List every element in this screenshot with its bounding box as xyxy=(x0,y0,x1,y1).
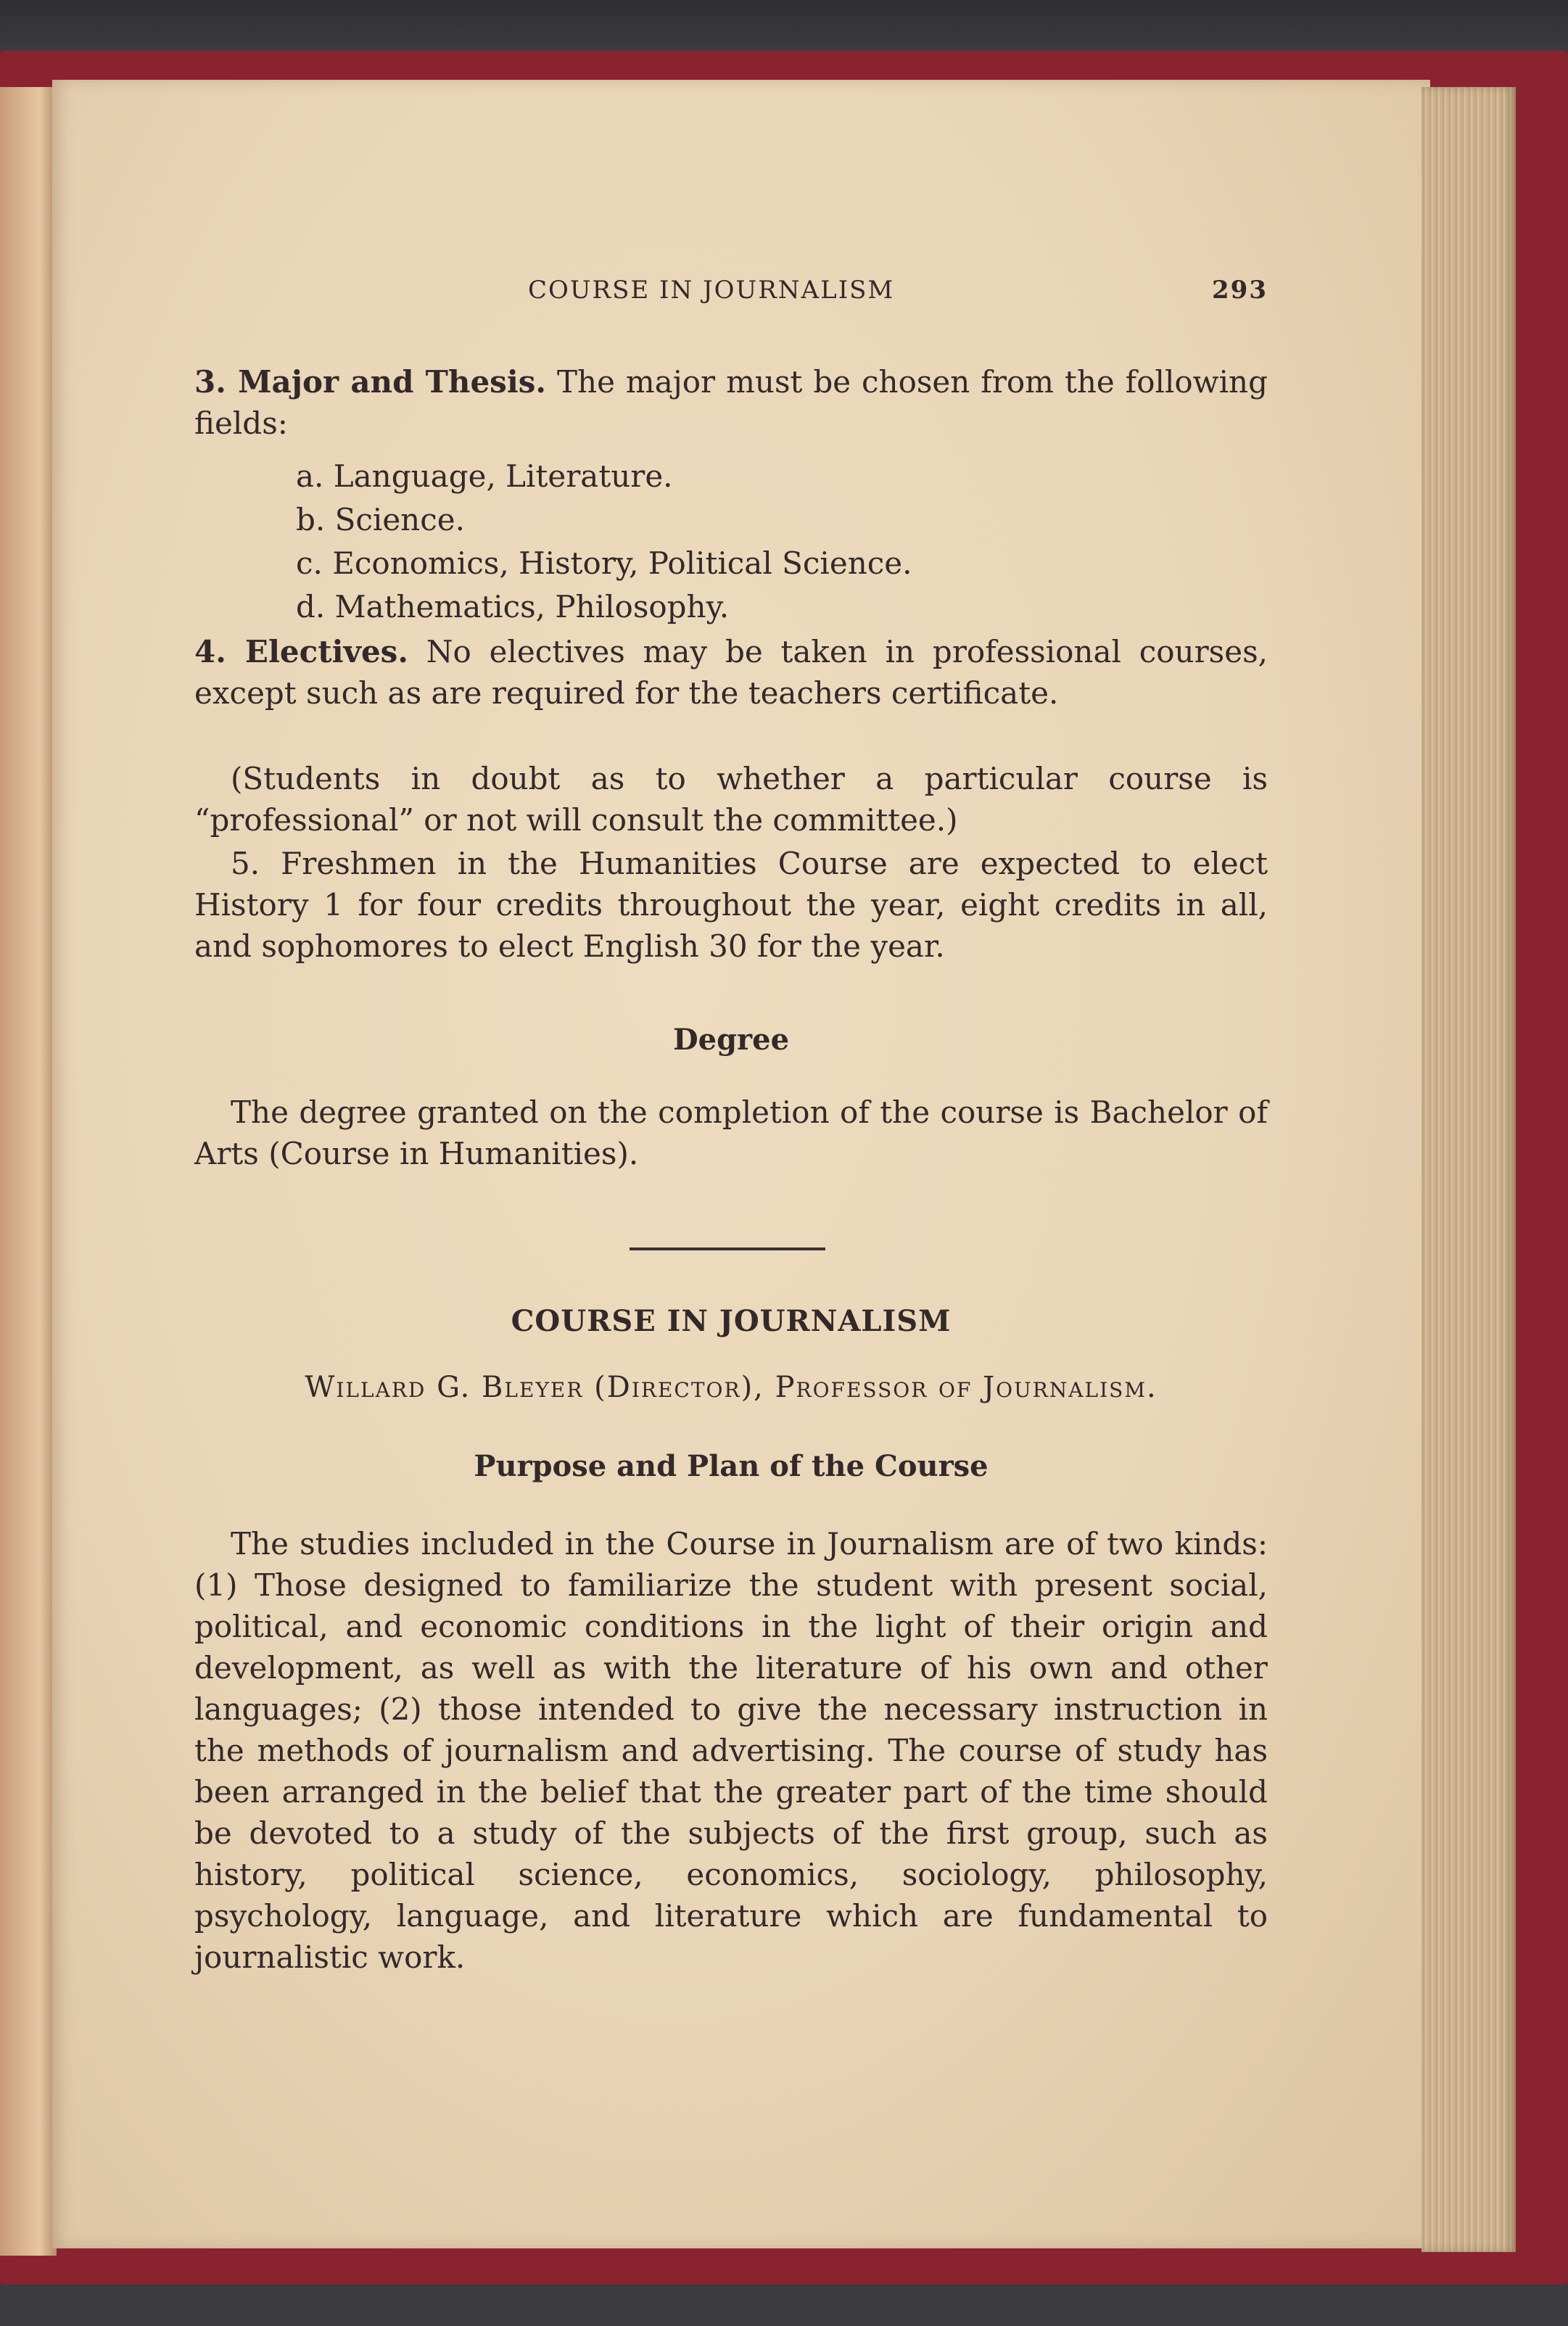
journalism-byline: Willard G. Bleyer (Director), Professor of Journalism. xyxy=(305,1371,1158,1404)
item-electives xyxy=(194,631,1268,714)
field-item: c. Economics, History, Political Science. xyxy=(296,545,912,581)
running-title: COURSE IN JOURNALISM xyxy=(528,276,895,305)
purpose-heading: Purpose and Plan of the Course xyxy=(474,1449,989,1483)
page-edges xyxy=(1421,87,1516,2252)
item-label: 4. Electives. xyxy=(194,634,408,669)
degree-paragraph: The degree granted on the completion of the course is Bachelor of Arts (Course in Humanities). xyxy=(194,1094,1268,1171)
journalism-heading: COURSE IN JOURNALISM xyxy=(511,1304,952,1338)
field-item: b. Science. xyxy=(296,502,465,537)
running-header xyxy=(194,276,1268,312)
item-freshmen: 5. Freshmen in the Humanities Course are expected to elect History 1 for four credits throughout the year, eight credits in all, and sophomores to elect English 30 for the year. xyxy=(194,846,1268,964)
field-item: d. Mathematics, Philosophy. xyxy=(296,589,730,624)
section-divider xyxy=(630,1247,825,1250)
item-text: No electives may be taken in professional courses, except such as are required for the teachers certificate. xyxy=(194,634,1268,711)
left-page-edge xyxy=(0,87,57,2256)
degree-heading: Degree xyxy=(672,1023,790,1057)
page-number: 293 xyxy=(1212,276,1268,305)
journalism-paragraph: The studies included in the Course in Journalism are of two kinds: (1) Those designed to familiarize the student with present social, political, and economic conditions in the light of their origin and development, as well as with the literature of his own and other languages; (2) those intended to give the necessary instruction in the methods of journalism and advertising. The course of study has been arranged in the belief that the greater part of the time should be devoted to a study of the subjects of the first group, such as history, political science, economics, sociology, philosophy, psychology, language, and literature which are fundamental to journalistic work. xyxy=(194,1526,1268,1975)
item-major-thesis xyxy=(194,361,1268,444)
note-paragraph: (Students in doubt as to whether a particular course is “professional” or not will consult the committee.) xyxy=(194,761,1268,838)
item-label: 3. Major and Thesis. xyxy=(194,364,547,400)
item-text: The major must be chosen from the following fields: xyxy=(194,364,1268,441)
field-item: a. Language, Literature. xyxy=(296,458,673,494)
